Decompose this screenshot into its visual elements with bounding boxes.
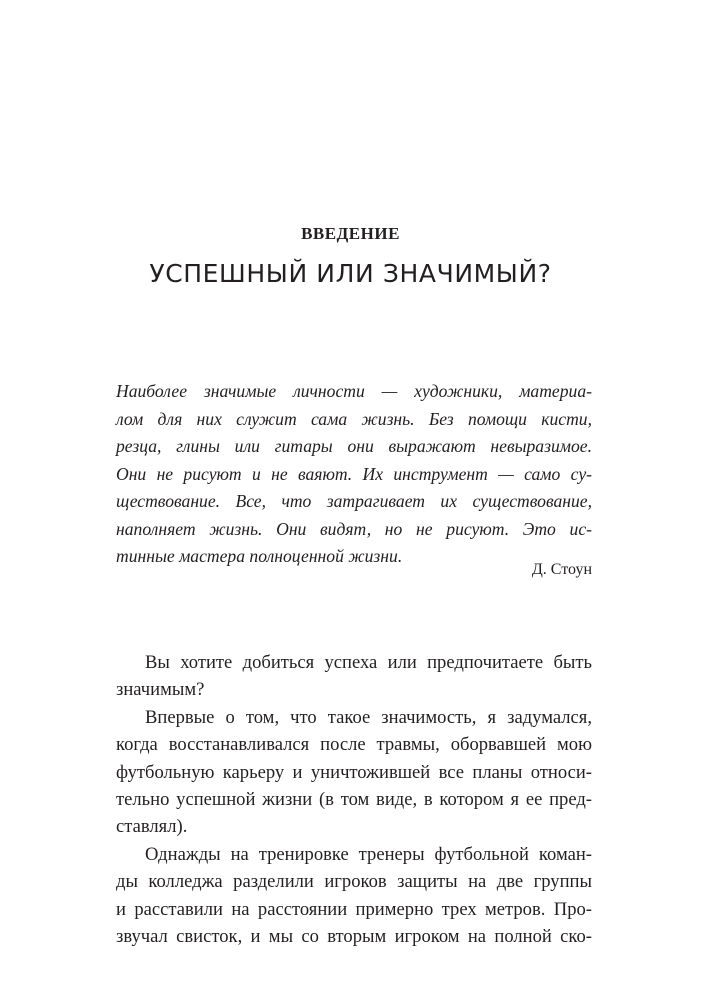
paragraph-line: футбольную карьеру и уничтожившей все планы относи-: [116, 761, 592, 783]
paragraph-line: ды колледжа разделили игроков защиты на две группы: [116, 871, 592, 893]
paragraph-line: ставлял).: [116, 816, 188, 838]
epigraph-line: резца, глины или гитары они выражают невыразимое.: [116, 436, 592, 456]
paragraph-line: значимым?: [116, 679, 205, 701]
epigraph-line: наполняет жизнь. Они видят, но не рисуют. Это ис-: [116, 518, 592, 539]
paragraph-line: тельно успешной жизни (в том виде, в котором я ее пред-: [116, 789, 592, 811]
paragraph-line: и расставили на расстоянии примерно трех метров. Про-: [116, 898, 592, 920]
epigraph-line: Они не рисуют и не ваяют. Их инструмент — само су-: [116, 463, 592, 484]
paragraph-line: звучал свисток, и мы со вторым игроком на полной ско-: [116, 926, 592, 948]
paragraph-line: Вы хотите добиться успеха или предпочитаете быть: [145, 652, 592, 673]
epigraph-line: ществование. Все, что затрагивает их существование,: [116, 491, 592, 511]
paragraph-line: когда восстанавливался после травмы, оборвавшей мою: [116, 734, 592, 756]
paragraph-line: Впервые о том, что такое значимость, я задумался,: [145, 706, 592, 728]
epigraph-attribution: Д. Стоун: [531, 561, 592, 578]
epigraph: [116, 378, 592, 571]
body-text: [116, 649, 592, 950]
epigraph-line: Наиболее значимые личности — художники, материа-: [116, 381, 592, 401]
chapter-title: УСПЕШНЫЙ ИЛИ ЗНАЧИМЫЙ?: [149, 259, 552, 288]
section-label: ВВЕДЕНИЕ: [301, 224, 400, 243]
paragraph-line: Однажды на тренировке тренеры футбольной коман-: [145, 843, 592, 865]
epigraph-line: лом для них служит сама жизнь. Без помощи кисти,: [116, 408, 592, 429]
epigraph-line: тинные мастера полноценной жизни.: [116, 546, 403, 566]
